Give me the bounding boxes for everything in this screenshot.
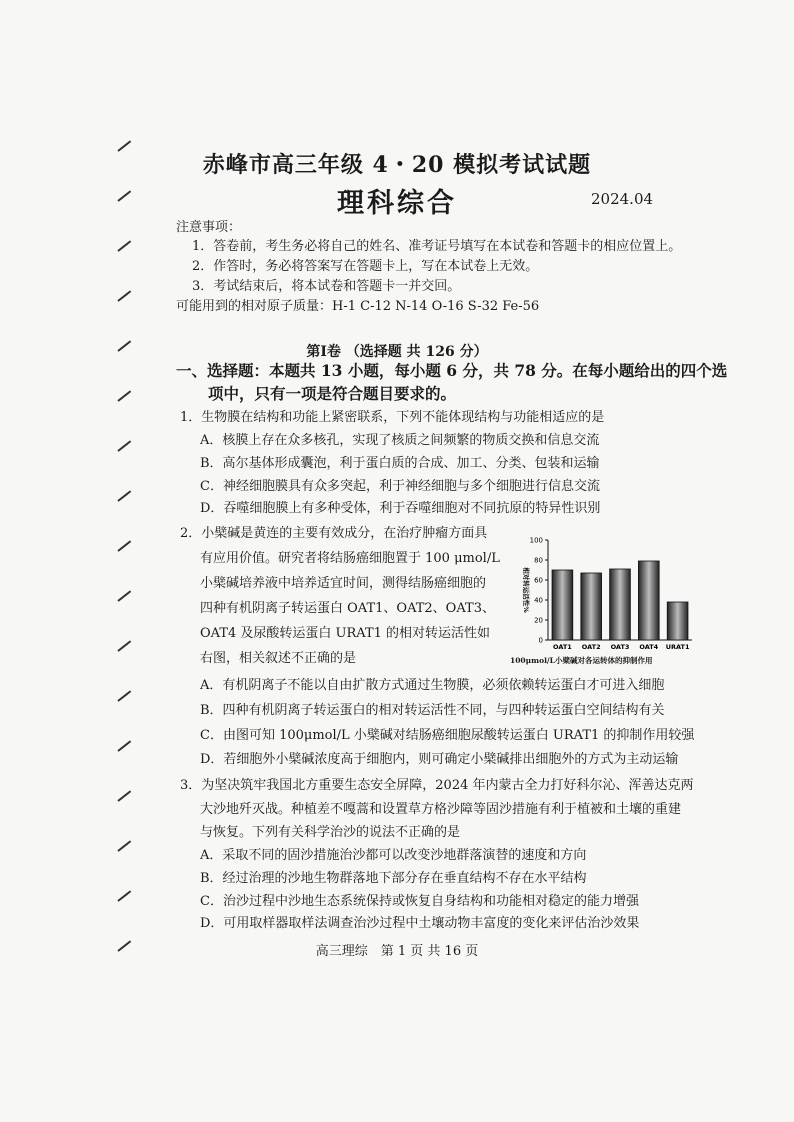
- binding-tick: [117, 690, 131, 701]
- x-tick-label: OAT3: [610, 643, 630, 651]
- y-tick-label: 60: [534, 576, 543, 585]
- question-2-stem: 四种有机阴离子转运蛋白 OAT1、OAT2、OAT3、: [200, 601, 495, 616]
- question-2-option: D．若细胞外小檗碱浓度高于细胞内，则可确定小檗碱排出细胞外的方式为主动运输: [200, 752, 679, 767]
- binding-tick: [117, 740, 131, 751]
- question-3-stem: 3．为坚决筑牢我国北方重要生态安全屏障，2024 年内蒙古全力打好科尔沁、浑善达克两: [180, 778, 694, 793]
- question-2-stem: 右图，相关叙述不正确的是: [200, 651, 357, 666]
- question-3-option: D．可用取样器取样法调查治沙过程中土壤动物丰富度的变化来评估治沙效果: [200, 916, 640, 931]
- section-instruction: 项中，只有一项是符合题目要求的。: [208, 384, 457, 403]
- y-tick-label: 80: [534, 556, 543, 565]
- binding-tick: [117, 840, 131, 851]
- bar-oat2: [581, 573, 602, 640]
- question-3-option: B．经过治理的沙地生物群落地下部分存在垂直结构不存在水平结构: [200, 871, 587, 886]
- question-1-option: C．神经细胞膜具有众多突起，利于神经细胞与多个细胞进行信息交流: [200, 479, 600, 494]
- binding-tick: [117, 790, 131, 801]
- x-tick-label: OAT1: [552, 643, 572, 651]
- x-tick-label: URAT1: [665, 643, 690, 651]
- binding-tick: [117, 390, 131, 401]
- bar-oat4: [638, 561, 659, 640]
- question-3-option: C．治沙过程中沙地生态系统保持或恢复自身结构和功能相对稳定的能力增强: [200, 894, 639, 909]
- exam-date: 2024.04: [591, 190, 654, 208]
- question-3-stem: 与恢复。下列有关科学治沙的说法不正确的是: [200, 825, 461, 840]
- chart-caption: 100μmol/L小檗碱对各运转体的抑制作用: [510, 656, 653, 665]
- subject-title: 理科综合: [337, 188, 457, 219]
- binding-tick: [117, 290, 131, 301]
- question-2-option: C．由图可知 100μmol/L 小檗碱对结肠癌细胞尿酸转运蛋白 URAT1 的抑制作用较强: [200, 728, 695, 743]
- x-tick-label: OAT4: [639, 643, 659, 651]
- exam-title: 赤峰市高三年级 4・20 模拟考试试题: [202, 152, 592, 178]
- binding-tick: [117, 490, 131, 501]
- atomic-masses: 可能用到的相对原子质量：H-1 C-12 N-14 O-16 S-32 Fe-56: [176, 299, 540, 314]
- question-3-option: A．采取不同的固沙措施治沙都可以改变沙地群落演替的速度和方向: [200, 848, 587, 863]
- question-1-option: B．高尔基体形成囊泡，利于蛋白质的合成、加工、分类、包装和运输: [200, 456, 600, 471]
- question-2-stem: 有应用价值。研究者将结肠癌细胞置于 100 μmol/L: [200, 551, 500, 566]
- y-tick-label: 0: [538, 636, 543, 645]
- y-tick-label: 20: [534, 616, 543, 625]
- question-1-option: A．核膜上存在众多核孔，实现了核质之间频繁的物质交换和信息交流: [200, 433, 600, 448]
- notice-heading: 注意事项：: [176, 220, 242, 235]
- question-1-option: D．吞噬细胞膜上有多种受体，利于吞噬细胞对不同抗原的特异性识别: [200, 501, 601, 516]
- binding-tick: [117, 890, 131, 901]
- bar-urat1: [667, 602, 688, 640]
- y-axis-label: 相对转运活性%: [522, 567, 530, 613]
- question-2-stem: OAT4 及尿酸转运蛋白 URAT1 的相对转运活性如: [200, 626, 491, 641]
- x-tick-label: OAT2: [581, 643, 601, 651]
- notice-item: 1．答卷前，考生务必将自己的姓名、准考证号填写在本试卷和答题卡的相应位置上。: [192, 239, 682, 254]
- question-2-option: A．有机阴离子不能以自由扩散方式通过生物膜，必须依赖转运蛋白才可进入细胞: [200, 678, 665, 693]
- binding-tick: [117, 590, 131, 601]
- section-instruction: 一、选择题：本题共 13 小题，每小题 6 分，共 78 分。在每小题给出的四个选: [176, 361, 728, 380]
- binding-tick: [117, 240, 131, 251]
- y-tick-label: 40: [534, 596, 543, 605]
- binding-tick: [117, 640, 131, 651]
- question-2-stem: 2．小檗碱是黄连的主要有效成分，在治疗肿瘤方面具: [180, 526, 488, 541]
- question-1-stem: 1．生物膜在结构和功能上紧密联系，下列不能体现结构与功能相适应的是: [180, 410, 605, 425]
- bar-oat3: [610, 569, 631, 640]
- notice-item: 3．考试结束后，将本试卷和答题卡一并交回。: [192, 279, 461, 294]
- transport-activity-chart: [518, 534, 708, 654]
- question-2-stem: 小檗碱培养液中培养适宜时间，测得结肠癌细胞的: [200, 576, 487, 591]
- binding-tick: [117, 540, 131, 551]
- section-title: 第Ⅰ卷 （选择题 共 126 分）: [306, 344, 488, 360]
- y-tick-label: 100: [529, 536, 543, 545]
- question-3-stem: 大沙地歼灭战。种植差不嘎蒿和设置草方格沙障等固沙措施有利于植被和土壤的重建: [200, 802, 682, 817]
- page-footer: 高三理综 第 1 页 共 16 页: [315, 944, 479, 959]
- question-2-option: B．四种有机阴离子转运蛋白的相对转运活性不同，与四种转运蛋白空间结构有关: [200, 703, 665, 718]
- binding-tick: [117, 440, 131, 451]
- notice-item: 2．作答时，务必将答案写在答题卡上，写在本试卷上无效。: [192, 259, 539, 274]
- bar-oat1: [552, 570, 573, 640]
